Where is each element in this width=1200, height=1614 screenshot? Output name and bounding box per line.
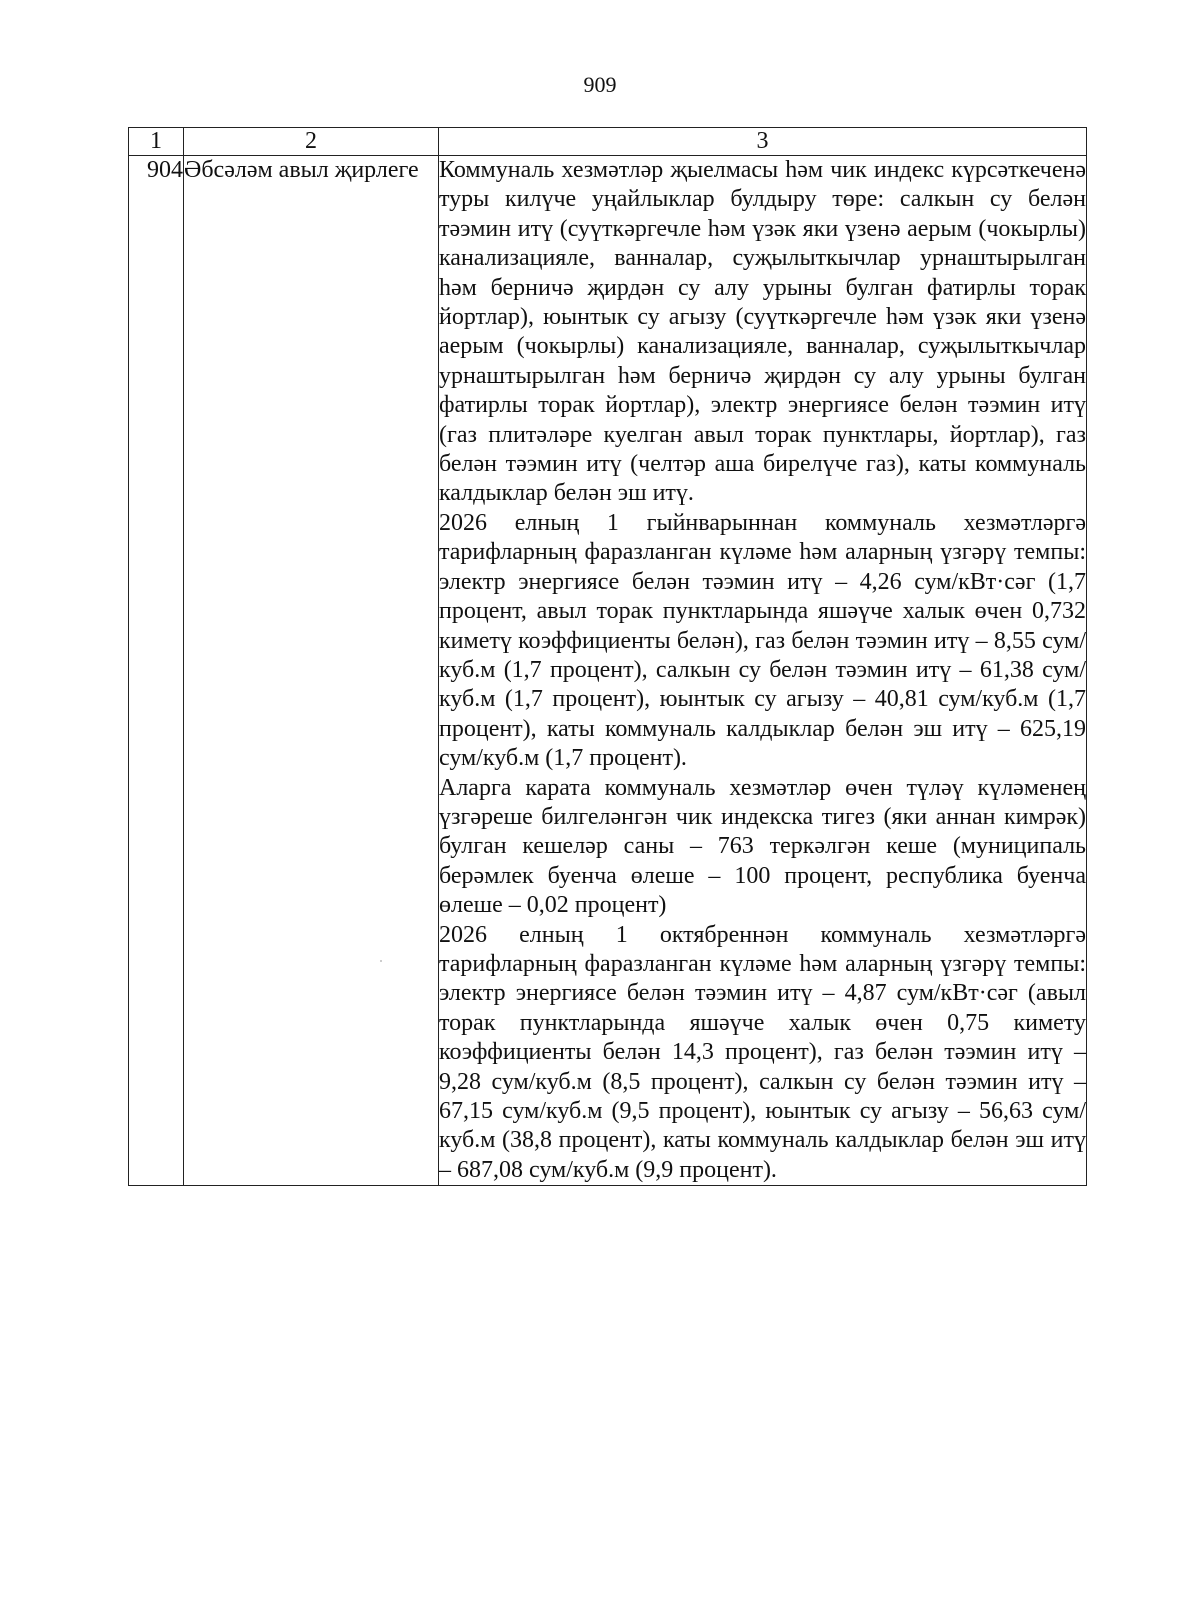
page-number: 909 [583, 72, 617, 97]
paragraph-utilities-types: Коммуналь хезмәтләр җыелмасы һәм чик индекс күрсәткеченә туры килүче уңайлыклар булдыру төре: салкын су белән тәэмин итү (суүткәргечле һәм үзәк яки үзенә аерым (чокырлы) канализацияле, ванналар, суҗылыткычлар урнаштырылган һәм берничә җирдән су алу урыны булган фатирлы торак йортлар), юынтык су агызу (суүткәргечле һәм үзәк яки үзенә аерым (чокырлы) канализацияле, ванналар, суҗылыткычлар урнаштырылган һәм берничә җирдән су алу урыны булган фатирлы торак йортлар), электр энергиясе белән тәэмин итү (газ плитәләре куелган авыл торак пунктлары, йортлар), газ белән тәэмин итү (челтәр аша бирелүче газ), каты коммуналь калдыклар белән эш итү. [439, 157, 1086, 507]
data-table [128, 127, 1087, 1186]
paragraph-population-count: Аларга карата коммуналь хезмәтләр өчен түләү күләменең үзгәреше билгеләнгән чик индекска тигез (яки аннан кимрәк) булган кешеләр саны – 763 теркәлгән кеше (муниципаль берәмлек буенча өлеше – 100 процент, республика буенча өлеше – 0,02 процент) [439, 774, 1086, 919]
column-header-1: 1 [129, 128, 184, 156]
column-header-2: 2 [184, 128, 439, 156]
row-number: 904 [129, 156, 184, 1186]
settlement-name: Әбсәләм авыл җирлеге [184, 156, 439, 1186]
column-header-3: 3 [439, 128, 1087, 156]
table-row [129, 156, 1087, 1186]
paragraph-tariffs-january: 2026 елның 1 гыйнварыннан коммуналь хезмәтләргә тарифларның фаразланган күләме һәм аларның үзгәрү темпы: электр энергиясе белән тәэмин итү – 4,26 сум/кВт·сәг (1,7 процент, авыл торак пунктларында яшәүче халык өчен 0,732 киметү коэффициенты белән), газ белән тәэмин итү – 8,55 сум/куб.м (1,7 процент), салкын су белән тәэмин итү – 61,38 сум/куб.м (1,7 процент), юынтык су агызу – 40,81 сум/куб.м (1,7 процент), каты коммуналь калдыклар белән эш итү – 625,19 сум/куб.м (1,7 процент). [439, 509, 1086, 772]
scan-artifact-dot [380, 960, 382, 962]
description-cell [439, 156, 1087, 1186]
table-header-row [129, 128, 1087, 156]
paragraph-tariffs-october: 2026 елның 1 октябреннән коммуналь хезмәтләргә тарифларның фаразланган күләме һәм аларның үзгәрү темпы: электр энергиясе белән тәэмин итү – 4,87 сум/кВт·сәг (авыл торак пунктларында яшәүче халык өчен 0,75 кимету коэффициенты белән 14,3 процент), газ белән тәэмин итү – 9,28 сум/куб.м (8,5 процент), салкын су белән тәэмин итү – 67,15 сум/куб.м (9,5 процент), юынтык су агызу – 56,63 сум/куб.м (38,8 процент), каты коммуналь калдыклар белән эш итү – 687,08 сум/куб.м (9,9 процент). [439, 921, 1086, 1183]
